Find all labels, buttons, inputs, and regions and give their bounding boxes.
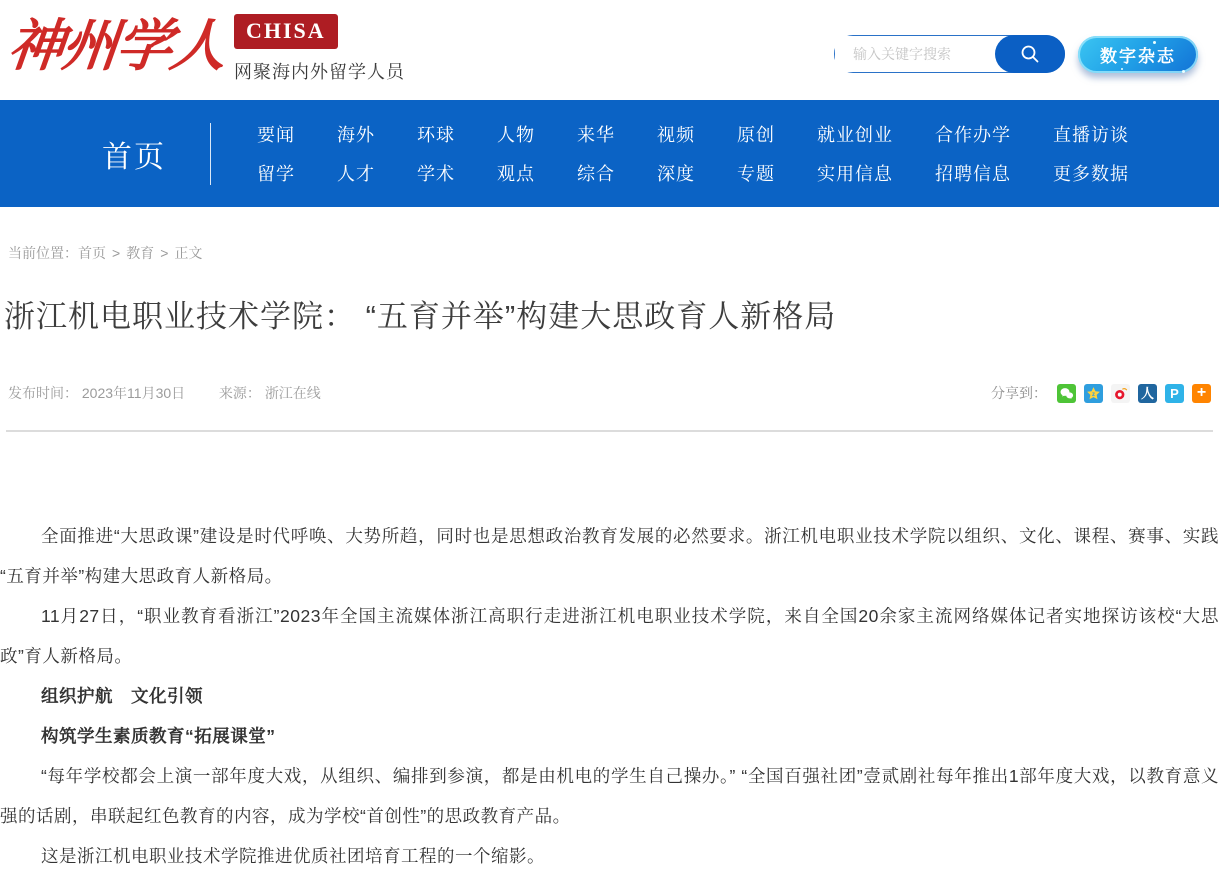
breadcrumb-label: 当前位置： xyxy=(8,245,78,261)
nav-column xyxy=(737,121,775,186)
search-zone xyxy=(834,35,1065,73)
nav-column xyxy=(257,121,295,186)
article-title: 浙江机电职业技术学院： “五育并举”构建大思政育人新格局 xyxy=(4,299,837,334)
search-button[interactable] xyxy=(995,35,1065,73)
pengyou-share-icon[interactable]: P xyxy=(1165,384,1184,403)
breadcrumb-separator: > xyxy=(112,245,121,261)
nav-column xyxy=(1053,121,1129,186)
article-meta-row xyxy=(8,383,1211,403)
site-header xyxy=(0,0,1219,100)
article-subheading: 构筑学生素质教育“拓展课堂” xyxy=(41,726,276,746)
breadcrumb-current: 正文 xyxy=(174,245,203,261)
sparkle-dot xyxy=(1153,41,1156,44)
nav-item-留学[interactable]: 留学 xyxy=(257,164,295,184)
breadcrumb-link[interactable]: 教育 xyxy=(126,245,155,261)
nav-column xyxy=(817,121,893,186)
nav-item-学术[interactable]: 学术 xyxy=(417,164,455,184)
site-logo[interactable] xyxy=(4,8,405,86)
nav-item-就业创业[interactable]: 就业创业 xyxy=(817,125,893,145)
nav-column xyxy=(577,121,615,186)
article-paragraph: “每年学校都会上演一部年度大戏，从组织、编排到参演，都是由机电的学生自己操办。” “全国百强社团”壹贰剧社每年推出1部年度大戏，以教育意义强的话剧，串联起红色教育的内容，成为学校“首创性”的思政教育产品。 xyxy=(0,766,1219,826)
search-icon xyxy=(1019,43,1041,65)
nav-item-home[interactable]: 首页 xyxy=(102,140,166,174)
nav-item-观点[interactable]: 观点 xyxy=(497,164,535,184)
nav-item-合作办学[interactable]: 合作办学 xyxy=(935,125,1011,145)
nav-item-来华[interactable]: 来华 xyxy=(577,125,615,145)
renren-share-icon[interactable]: 人 xyxy=(1138,384,1157,403)
nav-item-视频[interactable]: 视频 xyxy=(657,125,695,145)
nav-item-直播访谈[interactable]: 直播访谈 xyxy=(1053,125,1129,145)
nav-item-专题[interactable]: 专题 xyxy=(737,164,775,184)
breadcrumb-separator: > xyxy=(160,245,169,261)
wechat-share-icon[interactable] xyxy=(1057,384,1076,403)
publish-time-value: 2023年11月30日 xyxy=(81,385,186,401)
svg-text:z: z xyxy=(1092,391,1095,398)
nav-item-招聘信息[interactable]: 招聘信息 xyxy=(935,164,1011,184)
main-nav xyxy=(0,100,1219,207)
nav-item-人物[interactable]: 人物 xyxy=(497,125,535,145)
nav-column xyxy=(657,121,695,186)
nav-item-环球[interactable]: 环球 xyxy=(417,125,455,145)
article-subheading: 组织护航 文化引领 xyxy=(41,686,203,706)
nav-item-海外[interactable]: 海外 xyxy=(337,125,375,145)
article-body xyxy=(0,432,1219,876)
chisa-badge: CHISA xyxy=(234,14,338,49)
sparkle-dot xyxy=(1182,70,1185,73)
more-share-icon[interactable]: + xyxy=(1192,384,1211,403)
site-logo-calligraphy: 神州学人 xyxy=(4,16,228,78)
nav-item-要闻[interactable]: 要闻 xyxy=(257,125,295,145)
nav-item-人才[interactable]: 人才 xyxy=(337,164,375,184)
nav-item-综合[interactable]: 综合 xyxy=(577,164,615,184)
nav-column xyxy=(337,121,375,186)
article-paragraph: 全面推进“大思政课”建设是时代呼唤、大势所趋，同时也是思想政治教育发展的必然要求。浙江机电职业技术学院以组织、文化、课程、赛事、实践 “五育并举”构建大思政育人新格局。 xyxy=(0,526,1219,586)
nav-divider xyxy=(210,123,211,185)
weibo-share-icon[interactable] xyxy=(1111,384,1130,403)
breadcrumb xyxy=(8,243,1219,263)
nav-column xyxy=(935,121,1011,186)
source-value: 浙江在线 xyxy=(264,385,321,401)
site-tagline: 网聚海内外留学人员 xyxy=(234,62,405,82)
site-logo-sub xyxy=(234,8,405,84)
nav-column xyxy=(497,121,535,186)
share-label: 分享到： xyxy=(991,385,1047,401)
article-paragraph: 11月27日，“职业教育看浙江”2023年全国主流媒体浙江高职行走进浙江机电职业技术学院，来自全国20余家主流网络媒体记者实地探访该校“大思政”育人新格局。 xyxy=(0,606,1219,666)
nav-item-实用信息[interactable]: 实用信息 xyxy=(817,164,893,184)
sparkle-dot xyxy=(1121,68,1123,70)
breadcrumb-link[interactable]: 首页 xyxy=(78,245,106,261)
nav-item-原创[interactable]: 原创 xyxy=(737,125,775,145)
nav-item-深度[interactable]: 深度 xyxy=(657,164,695,184)
article-paragraph: 这是浙江机电职业技术学院推进优质社团培育工程的一个缩影。 xyxy=(41,846,545,866)
source-label: 来源： xyxy=(218,385,261,401)
qzone-share-icon[interactable] xyxy=(1084,384,1103,403)
nav-menu xyxy=(257,121,1129,186)
article-meta xyxy=(8,383,321,403)
search-pill xyxy=(834,35,1065,73)
digital-magazine-button[interactable]: 数字杂志 xyxy=(1078,36,1198,73)
share-box xyxy=(991,383,1211,403)
search-input[interactable] xyxy=(835,36,995,72)
publish-time-label: 发布时间： xyxy=(8,385,78,401)
nav-item-更多数据[interactable]: 更多数据 xyxy=(1053,164,1129,184)
nav-column xyxy=(417,121,455,186)
